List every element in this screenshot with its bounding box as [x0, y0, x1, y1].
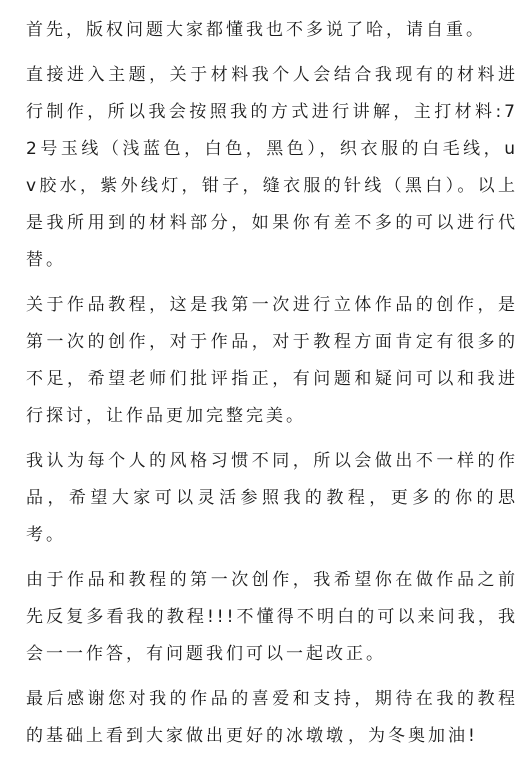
paragraph-thanks[interactable] [26, 681, 518, 759]
document-body [26, 12, 518, 767]
thanks-text-after-caret: ，为冬奥加油! [348, 726, 478, 746]
thanks-text-before-caret: 最后感谢您对我的作品的喜爱和支持，期待在我的教程的基础上看到大家做出更好的冰墩墩 [26, 689, 518, 746]
paragraph-style-note: 我认为每个人的风格习惯不同，所以会做出不一样的作品，希望大家可以灵活参照我的教程，更多的你的思考。 [26, 451, 518, 545]
paragraph-tutorial-intro: 关于作品教程，这是我第一次进行立体作品的创作，是第一次的创作，对于作品，对于教程方面肯定有很多的不足，希望老师们批评指正，有问题和疑问可以和我进行探讨，让作品更加完整完美。 [26, 295, 518, 426]
paragraph-materials: 直接进入主题，关于材料我个人会结合我现有的材料进行制作，所以我会按照我的方式进行讲解，主打材料:72号玉线（浅蓝色，白色，黑色），织衣服的白毛线，uv胶水，紫外线灯，钳子，缝衣服的针线（黑白）。以上是我所用到的材料部分，如果你有差不多的可以进行代替。 [26, 65, 518, 270]
paragraph-copyright: 首先，版权问题大家都懂我也不多说了哈，请自重。 [26, 20, 486, 40]
paragraph-advice: 由于作品和教程的第一次创作，我希望你在做作品之前先反复多看我的教程!!!不懂得不明白的可以来问我，我会一一作答，有问题我们可以一起改正。 [26, 570, 518, 664]
